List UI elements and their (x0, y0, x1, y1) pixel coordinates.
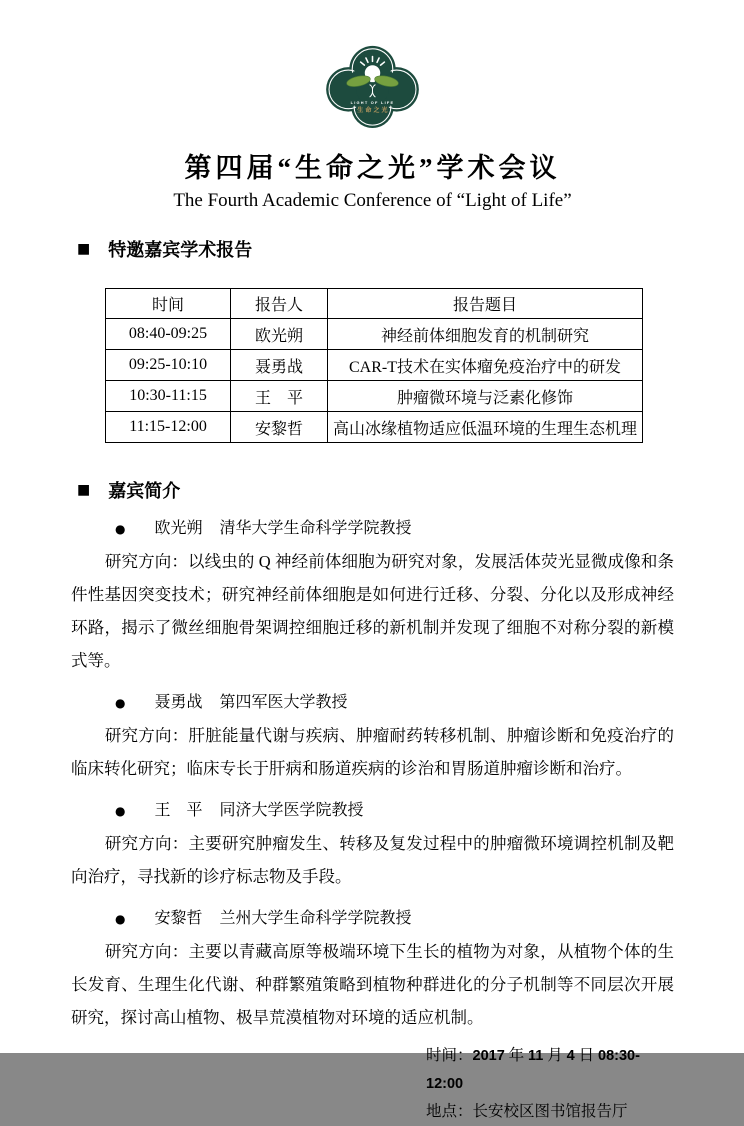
column-header-topic: 报告题目 (328, 289, 643, 319)
footer-place-value: 长安校区图书馆报告厅 (472, 1103, 628, 1120)
bio-header (115, 797, 674, 820)
table-row (106, 381, 643, 412)
logo-text-cn: 生命之光 (357, 108, 390, 115)
speaker-name: 安黎哲 (154, 910, 203, 927)
speaker-affiliation: 兰州大学生命科学学院教授 (219, 910, 412, 927)
table-header-row (106, 289, 643, 319)
bio-item (71, 515, 674, 677)
section-heading-label: 嘉宾简介 (108, 481, 181, 501)
bio-item (71, 905, 674, 1034)
cell-time: 11:15-12:00 (106, 412, 231, 443)
bio-header (115, 515, 674, 538)
speaker-affiliation: 同济大学医学院教授 (219, 802, 364, 819)
cell-topic: 高山冰缘植物适应低温环境的生理生态机理 (328, 412, 643, 443)
column-header-time: 时间 (106, 289, 231, 319)
conference-title-cn: 第四届“生命之光”学术会议 (184, 153, 561, 183)
footer-place-line (426, 1098, 674, 1126)
bullet-dot-icon: ● (115, 522, 126, 536)
cell-time: 09:25-10:10 (106, 350, 231, 381)
section-heading-label: 特邀嘉宾学术报告 (108, 240, 253, 260)
speaker-name: 聂勇战 (154, 694, 203, 711)
bullet-dot-icon: ● (115, 804, 126, 818)
table-row (106, 412, 643, 443)
cell-speaker: 王 平 (231, 381, 328, 412)
speaker-research-description: 研究方向：以线虫的 Q 神经前体细胞为研究对象，发展活体荧光显微成像和条件性基因突变技术；研究神经前体细胞是如何进行迁移、分裂、分化以及形成神经环路，揭示了微丝细胞骨架调控细胞迁移的新机制并发现了细胞不对称分裂的新模式等。 (71, 552, 674, 670)
bullet-dot-icon: ● (115, 696, 126, 710)
cell-speaker: 安黎哲 (231, 412, 328, 443)
conference-title-en: The Fourth Academic Conference of “Light of Life” (173, 190, 572, 211)
bio-item (71, 797, 674, 893)
cell-topic: CAR-T技术在实体瘤免疫治疗中的研发 (328, 350, 643, 381)
speaker-name: 欧光朔 (154, 520, 203, 537)
cell-speaker: 聂勇战 (231, 350, 328, 381)
schedule-table (105, 288, 643, 443)
section-heading-speaker-bios (71, 477, 674, 503)
speaker-affiliation: 清华大学生命科学学院教授 (219, 520, 412, 537)
black-square-icon: ■ (77, 482, 91, 498)
light-of-life-logo-icon (324, 44, 421, 129)
bio-item (71, 689, 674, 785)
cell-time: 08:40-09:25 (106, 319, 231, 350)
column-header-speaker: 报告人 (231, 289, 328, 319)
speaker-name: 王 平 (154, 802, 203, 819)
bio-header (115, 905, 674, 928)
section-heading-invited-reports (71, 236, 674, 262)
cell-topic: 神经前体细胞发育的机制研究 (328, 319, 643, 350)
logo-container (71, 44, 674, 130)
cell-speaker: 欧光朔 (231, 319, 328, 350)
bio-header (115, 689, 674, 712)
logo-text-en: LIGHT OF LIFE (350, 100, 395, 105)
speaker-bios (71, 515, 674, 1034)
speaker-research-description: 研究方向：主要以青藏高原等极端环境下生长的植物为对象，从植物个体的生长发育、生理生化代谢、种群繁殖策略到植物种群进化的分子机制等不同层次开展研究，探讨高山植物、极旱荒漠植物对环境的适应机制。 (71, 942, 674, 1027)
footer-time-line (426, 1042, 674, 1098)
cell-topic: 肿瘤微环境与泛素化修饰 (328, 381, 643, 412)
footer-time-value: 2017 年 11 月 4 日 08:30-12:00 (426, 1047, 640, 1092)
speaker-research-description: 研究方向：肝脏能量代谢与疾病、肿瘤耐药转移机制、肿瘤诊断和免疫治疗的临床转化研究；临床专长于肝病和肠道疾病的诊治和胃肠道肿瘤诊断和治疗。 (71, 726, 674, 778)
speaker-affiliation: 第四军医大学教授 (219, 694, 348, 711)
footer-place-label: 地点： (426, 1103, 473, 1120)
black-square-icon: ■ (77, 241, 91, 257)
table-row (106, 350, 643, 381)
footer-info (426, 1042, 674, 1126)
bullet-dot-icon: ● (115, 912, 126, 926)
footer-time-label: 时间： (426, 1047, 473, 1064)
table-row (106, 319, 643, 350)
speaker-research-description: 研究方向：主要研究肿瘤发生、转移及复发过程中的肿瘤微环境调控机制及靶向治疗，寻找新的诊疗标志物及手段。 (71, 834, 674, 886)
cell-time: 10:30-11:15 (106, 381, 231, 412)
